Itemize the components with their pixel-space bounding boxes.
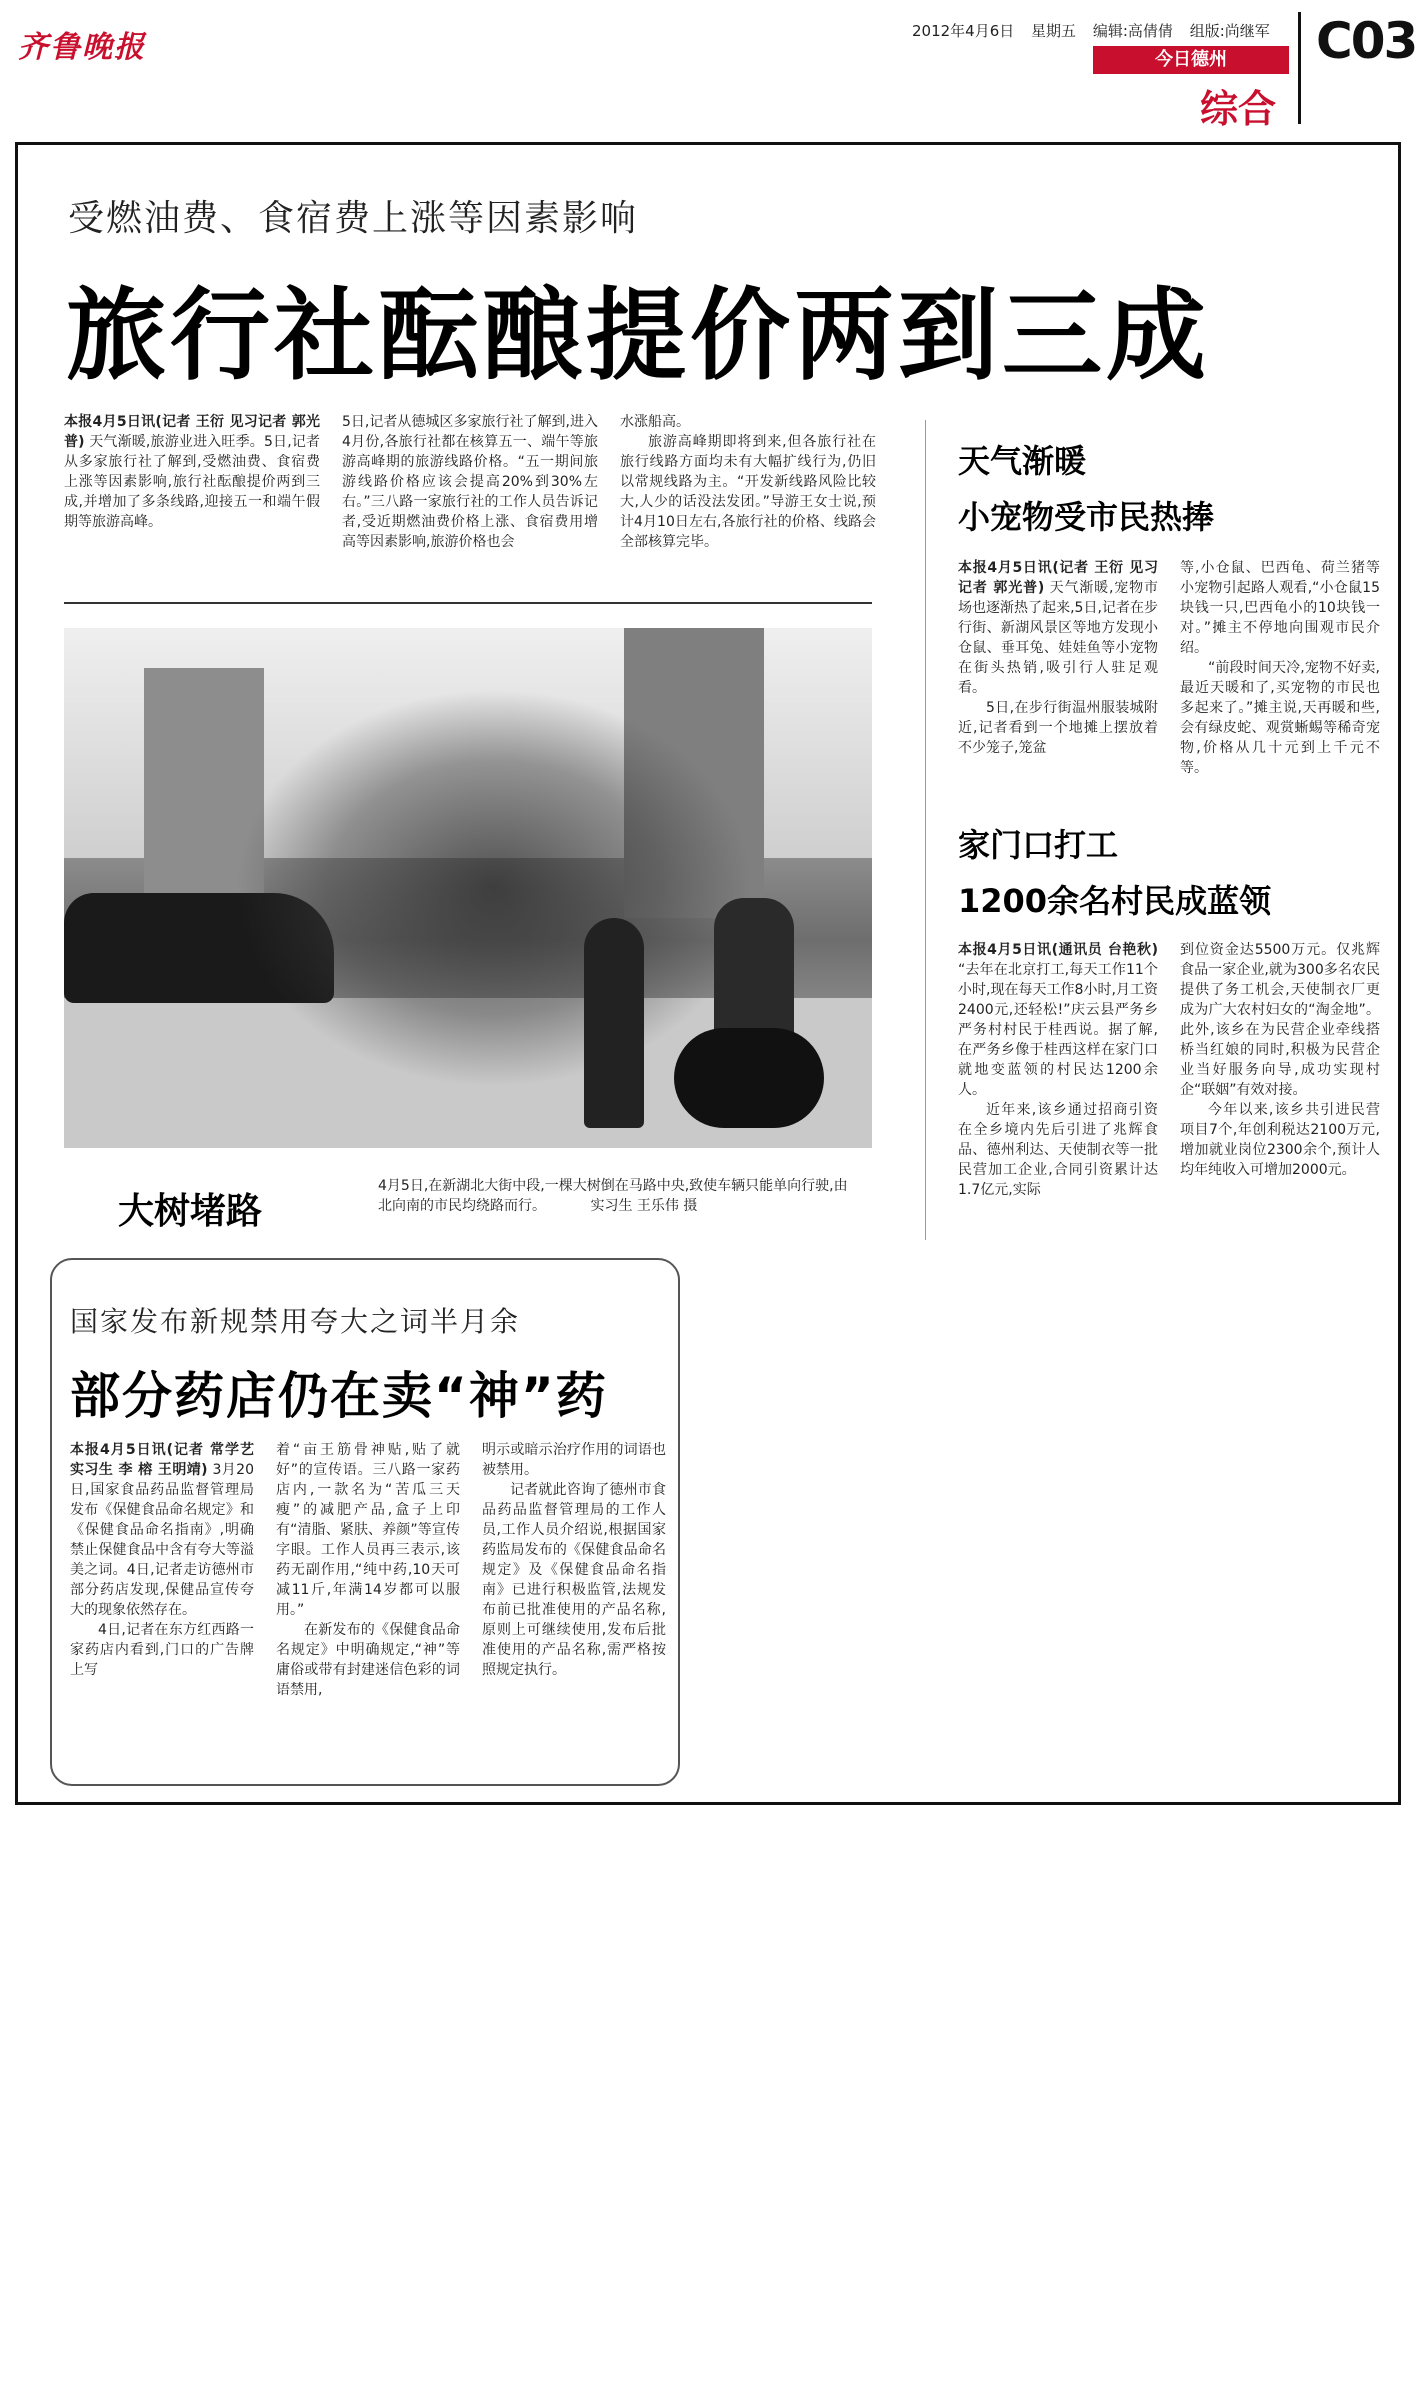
issue-weekday: 星期五 [1031, 22, 1077, 40]
masthead-divider [1298, 12, 1301, 124]
pet-dateline: 本报4月5日讯(记者 王衍 见习记者 郭光普) [958, 560, 1158, 596]
drug-col3-text-b: 记者就此咨询了德州市食品药品监督管理局的工作人员,工作人员介绍说,根据国家药监局发布的《保健食品命名规定》及《保健食品命名指南》已进行积极监管,法规发布前已批准使用的产品名称,原则上可继续使用,发布后批准使用的产品名称,需严格按照规定执行。 [482, 1482, 666, 1678]
drug-column-2 [276, 1440, 460, 1700]
village-col2-text: 到位资金达5500万元。仅兆辉食品一家企业,就为300多名农民提供了务工机会,天使制衣厂更成为广大农村妇女的“淘金地”。此外,该乡在为民营企业牵线搭桥当红娘的同时,积极为民营企业当好服务向导,成功实现村企“联姻”有效对接。 [1180, 942, 1380, 1098]
designer-credit: 组版:尚继军 [1189, 22, 1270, 40]
pet-col2-text-b: “前段时间天冷,宠物不好卖,最近天暖和了,买宠物的市民也多起来了。”摊主说,天再暖和些,会有绿皮蛇、观赏蜥蜴等稀奇宠物,价格从几十元到上千元不等。 [1180, 660, 1380, 776]
village-col1-text: “去年在北京打工,每天工作11个小时,现在每天工作8小时,月工资2400元,还轻松!”庆云县严务乡严务村村民于桂西说。据了解,在严务乡像于桂西这样在家门口就地变蓝领的村民达1200余人。 [958, 962, 1158, 1098]
lead-column-2 [342, 412, 598, 552]
drug-col3-text: 明示或暗示治疗作用的词语也被禁用。 [482, 1442, 666, 1478]
drug-column-1 [70, 1440, 254, 1680]
lead-divider [64, 602, 872, 604]
village-col2-text-b: 今年以来,该乡共引进民营项目7个,年创利税达2100万元,增加就业岗位2300余个,预计人均年纯收入可增加2000元。 [1180, 1102, 1380, 1178]
drug-col1-text-b: 4日,记者在东方红西路一家药店内看到,门口的广告牌上写 [70, 1622, 254, 1678]
news-photo [64, 628, 872, 1148]
section-name: 综合 [1200, 87, 1277, 131]
photo-motorbike [674, 1028, 824, 1128]
village-column-2 [1180, 940, 1380, 1180]
pet-column-1 [958, 558, 1158, 758]
lead-col3-text-b: 旅游高峰期即将到来,但各旅行社在旅行线路方面均未有大幅扩线行为,仍旧以常规线路为主。“开发新线路风险比较大,人少的话没法发团。”导游王女士说,预计4月10日左右,各旅行社的价格、线路会全部核算完毕。 [620, 434, 876, 550]
photo-pedestrian [584, 918, 644, 1128]
photo-caption-text: 4月5日,在新湖北大街中段,一棵大树倒在马路中央,致使车辆只能单向行驶,由北向南的市民均绕路而行。 [378, 1178, 848, 1214]
photo-credit: 实习生 王乐伟 摄 [590, 1198, 698, 1214]
lead-dateline: 本报4月5日讯(记者 王衍 见习记者 郭光普) [64, 414, 320, 450]
drug-column-3 [482, 1440, 666, 1680]
photo-fallen-tree [234, 688, 754, 1088]
lead-headline: 旅行社酝酿提价两到三成 [66, 277, 1210, 394]
issue-meta [912, 20, 1282, 41]
village-headline-2: 1200余名村民成蓝领 [958, 882, 1272, 920]
lead-kicker: 受燃油费、食宿费上涨等因素影响 [68, 198, 639, 239]
lead-col3-text-a: 水涨船高。 [620, 414, 690, 430]
page-number: C03 [1316, 12, 1417, 70]
drug-col1-text: 3月20日,国家食品药品监督管理局发布《保健食品命名规定》和《保健食品命名指南》,明确禁止保健食品中含有夸大等溢美之词。4日,记者走访德州市部分药店发现,保健品宣传夸大的现象依然存在。 [70, 1462, 254, 1618]
pet-headline-1: 天气渐暖 [958, 442, 1087, 480]
drug-dateline: 本报4月5日讯(记者 常学艺 实习生 李 榕 王明靖) [70, 1442, 254, 1478]
village-dateline: 本报4月5日讯(通讯员 台艳秋) [958, 942, 1158, 958]
drug-headline: 部分药店仍在卖“神”药 [70, 1367, 608, 1425]
lead-col2-text: 5日,记者从德城区多家旅行社了解到,进入4月份,各旅行社都在核算五一、端午等旅游高峰期的旅游线路价格。“五一期间旅游线路价格应该会提高20%到30%左右。”三八路一家旅行社的工作人员告诉记者,受近期燃油费价格上涨、食宿费用增高等因素影响,旅游价格也会 [342, 414, 598, 550]
drug-kicker: 国家发布新规禁用夸大之词半月余 [70, 1305, 521, 1338]
pet-col1-text: 天气渐暖,宠物市场也逐渐热了起来,5日,记者在步行街、新湖风景区等地方发现小仓鼠、垂耳兔、娃娃鱼等小宠物在街头热销,吸引行人驻足观看。 [958, 580, 1158, 696]
lead-col1-text: 天气渐暖,旅游业进入旺季。5日,记者从多家旅行社了解到,受燃油费、食宿费上涨等因素影响,旅行社酝酿提价两到三成,并增加了多条线路,迎接五一和端午假期等旅游高峰。 [64, 434, 321, 530]
village-col1-text-b: 近年来,该乡通过招商引资在全乡境内先后引进了兆辉食品、德州利达、天使制衣等一批民营加工企业,合同引资累计达1.7亿元,实际 [958, 1102, 1158, 1198]
lead-column-1 [64, 412, 320, 532]
issue-date: 2012年4月6日 [912, 22, 1015, 40]
newspaper-logo: 齐鲁晚报 [18, 30, 146, 65]
section-tag: 今日德州 [1093, 46, 1289, 74]
drug-col2-text-b: 在新发布的《保健食品命名规定》中明确规定,“神”等庸俗或带有封建迷信色彩的词语禁用, [276, 1622, 460, 1698]
lead-column-3 [620, 412, 876, 552]
drug-col2-text: 着“亩王筋骨神贴,贴了就好”的宣传语。三八路一家药店内,一款名为“苦瓜三天瘦”的减肥产品,盒子上印有“清脂、紧肤、养颜”等宣传字眼。工作人员再三表示,该药无副作用,“纯中药,10天可减11斤,年满14岁都可以服用。” [276, 1442, 460, 1618]
pet-col2-text: 等,小仓鼠、巴西龟、荷兰猪等小宠物引起路人观看,“小仓鼠15块钱一只,巴西龟小的10块钱一对。”摊主不停地向围观市民介绍。 [1180, 560, 1380, 656]
photo-caption [378, 1176, 854, 1216]
editor-credit: 编辑:高倩倩 [1092, 22, 1173, 40]
right-column-divider [925, 420, 926, 1240]
pet-col1-text-b: 5日,在步行街温州服装城附近,记者看到一个地摊上摆放着不少笼子,笼盆 [958, 700, 1158, 756]
pet-headline-2: 小宠物受市民热捧 [958, 498, 1215, 536]
pet-column-2 [1180, 558, 1380, 778]
photo-title: 大树堵路 [118, 1191, 263, 1232]
village-column-1 [958, 940, 1158, 1200]
village-headline-1: 家门口打工 [958, 826, 1119, 864]
